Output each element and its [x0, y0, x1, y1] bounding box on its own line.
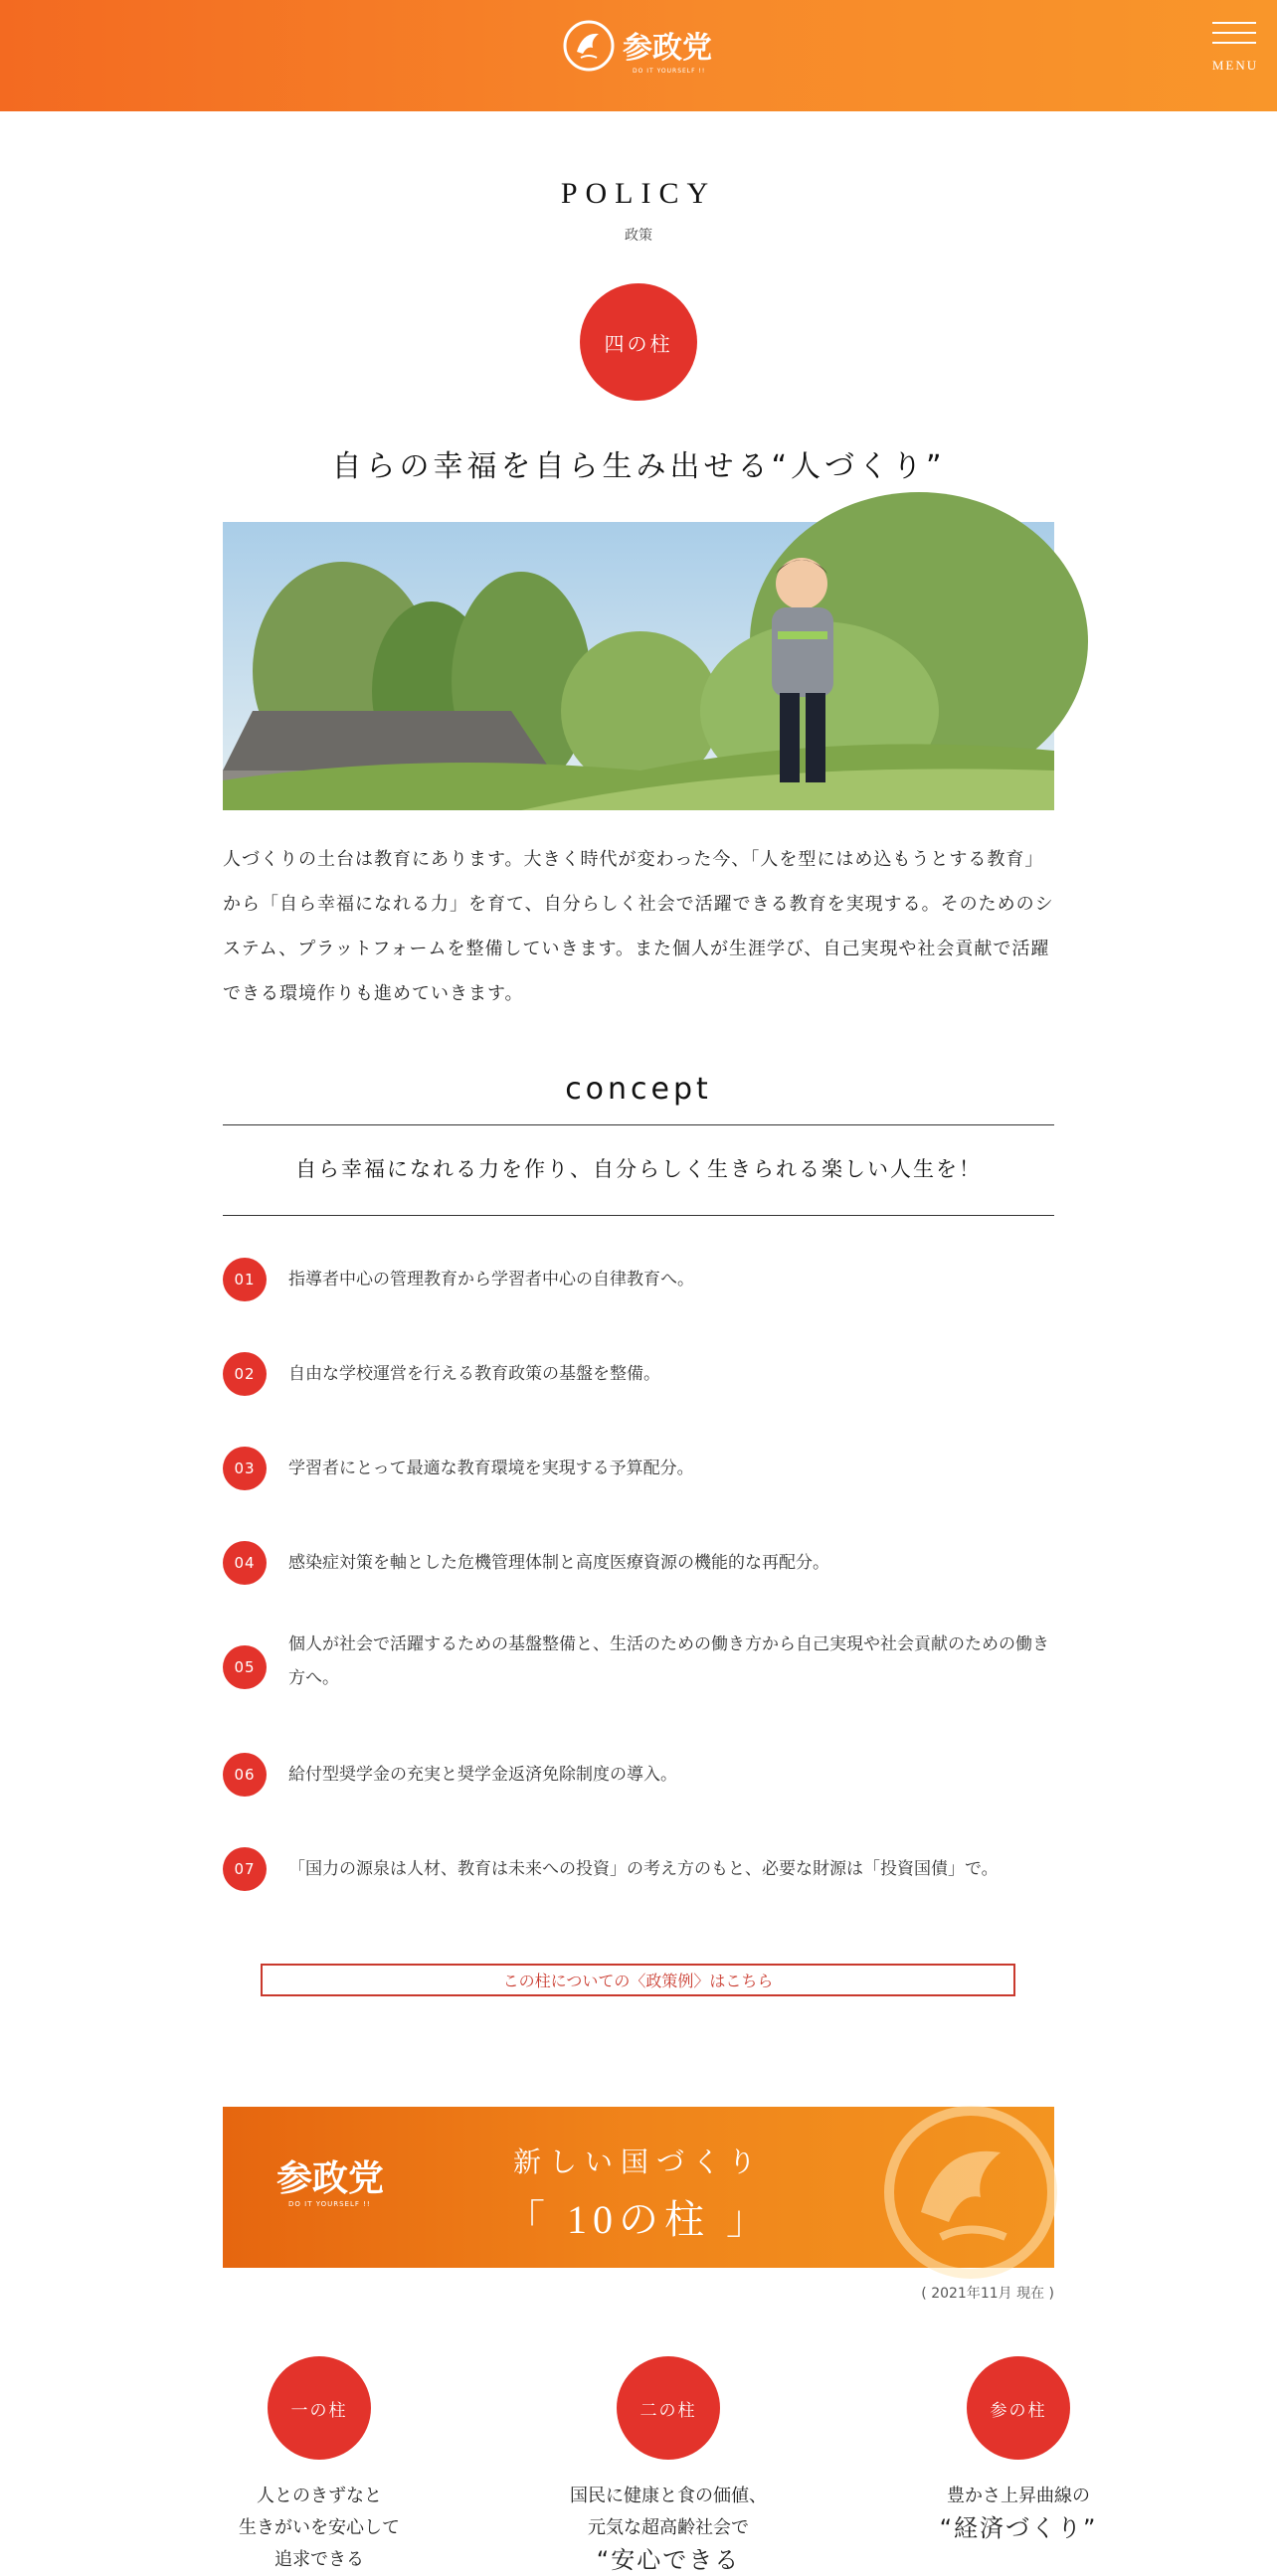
item-number: 03	[223, 1447, 267, 1490]
ten-pillars-banner[interactable]	[223, 2107, 1054, 2268]
banner-line2: 「 10の柱 」	[505, 2197, 772, 2242]
divider	[223, 1215, 1054, 1216]
item-number: 06	[223, 1753, 267, 1797]
item-text: 個人が社会で活躍するための基盤整備と、生活のための働き方から自己実現や社会貢献のための働き方へ。	[288, 1634, 1049, 1688]
hamburger-icon	[1212, 22, 1256, 24]
pillar-3-text	[879, 2481, 1158, 2544]
policy-examples-button[interactable]: この柱についての〈政策例〉はこちら	[261, 1964, 1015, 1996]
divider	[223, 1124, 1054, 1125]
pillar-1-line1: 人とのきずなと	[257, 2486, 382, 2506]
menu-label: MENU	[1211, 58, 1259, 73]
item-text: 指導者中心の管理教育から学習者中心の自律教育へ。	[288, 1270, 694, 1289]
pillar-2-line3: “安心できる	[596, 2546, 741, 2574]
party-logo[interactable]	[563, 18, 716, 78]
pillar-2-line1: 国民に健康と食の価値、	[570, 2486, 767, 2506]
item-number: 02	[223, 1352, 267, 1396]
pillar-1-button[interactable]: 一の柱	[268, 2356, 371, 2460]
pillar-2-button[interactable]: 二の柱	[617, 2356, 720, 2460]
concept-item	[223, 1634, 1054, 1689]
menu-button[interactable]	[1209, 18, 1261, 78]
concept-item	[223, 1847, 1054, 1891]
banner-logo-tagline: DO IT YOURSELF !!	[288, 2200, 371, 2208]
phoenix-emblem-icon	[881, 2103, 1060, 2286]
logo-text: 参政党	[623, 31, 712, 66]
concept-item	[223, 1352, 1054, 1396]
concept-item	[223, 1753, 1054, 1797]
page-title: POLICY	[560, 177, 717, 210]
banner-line1: 新しい国づくり	[512, 2146, 764, 2178]
site-header	[0, 0, 1277, 111]
pillar-badge: 四の柱	[580, 283, 697, 401]
hamburger-icon-bar	[1212, 42, 1256, 44]
item-number: 04	[223, 1541, 267, 1585]
banner-logo-text: 参政党	[276, 2158, 385, 2199]
logo-tagline: DO IT YOURSELF !!	[633, 68, 706, 75]
concept-statement: 自ら幸福になれる力を作り、自分らしく生きられる楽しい人生を！	[295, 1157, 982, 1181]
pillar-3-line1: 豊かさ上昇曲線の	[947, 2486, 1090, 2506]
item-number: 05	[223, 1645, 267, 1689]
concept-item	[223, 1258, 1054, 1301]
item-number: 07	[223, 1847, 267, 1891]
item-text: 学習者にとって最適な教育環境を実現する予算配分。	[288, 1459, 694, 1478]
pillar-2-text	[529, 2481, 808, 2576]
hamburger-icon-bar	[1212, 32, 1256, 34]
item-text: 給付型奨学金の充実と奨学金返済免除制度の導入。	[288, 1765, 677, 1785]
intro-paragraph: 人づくりの土台は教育にあります。大きく時代が変わった今、「人を型にはめ込もうとする教育」から「自ら幸福になれる力」を育て、自分らしく社会で活躍できる教育を実現する。そのためのシステム、プラットフォームを整備していきます。また個人が生涯学び、自己実現や社会貢献で活躍できる環境作りも進めていきます。	[223, 849, 1054, 1004]
concept-item	[223, 1541, 1054, 1585]
pillar-1-text	[180, 2481, 458, 2576]
concept-item	[223, 1447, 1054, 1490]
item-number: 01	[223, 1258, 267, 1301]
pillar-1-line3: 追求できる	[274, 2549, 364, 2570]
item-text: 感染症対策を軸とした危機管理体制と高度医療資源の機能的な再配分。	[288, 1553, 829, 1573]
main-heading: 自らの幸福を自ら生み出せる“人づくり”	[331, 449, 946, 484]
concept-title: concept	[565, 1072, 712, 1107]
as-of-date: ( 2021年11月 現在 )	[921, 2286, 1054, 2302]
pillar-1-line2: 生きがいを安心して	[239, 2517, 400, 2538]
pillar-2-line2: 元気な超高齢社会で	[588, 2517, 749, 2538]
item-text: 「国力の源泉は人材、教育は未来への投資」の考え方のもと、必要な財源は「投資国債」で。	[288, 1859, 999, 1879]
hero-image	[223, 522, 1054, 810]
pillar-3-button[interactable]: 参の柱	[967, 2356, 1070, 2460]
pillar-3-line2: “経済づくり”	[939, 2514, 1098, 2542]
item-text: 自由な学校運営を行える教育政策の基盤を整備。	[288, 1364, 660, 1384]
page-subtitle: 政策	[625, 228, 652, 244]
